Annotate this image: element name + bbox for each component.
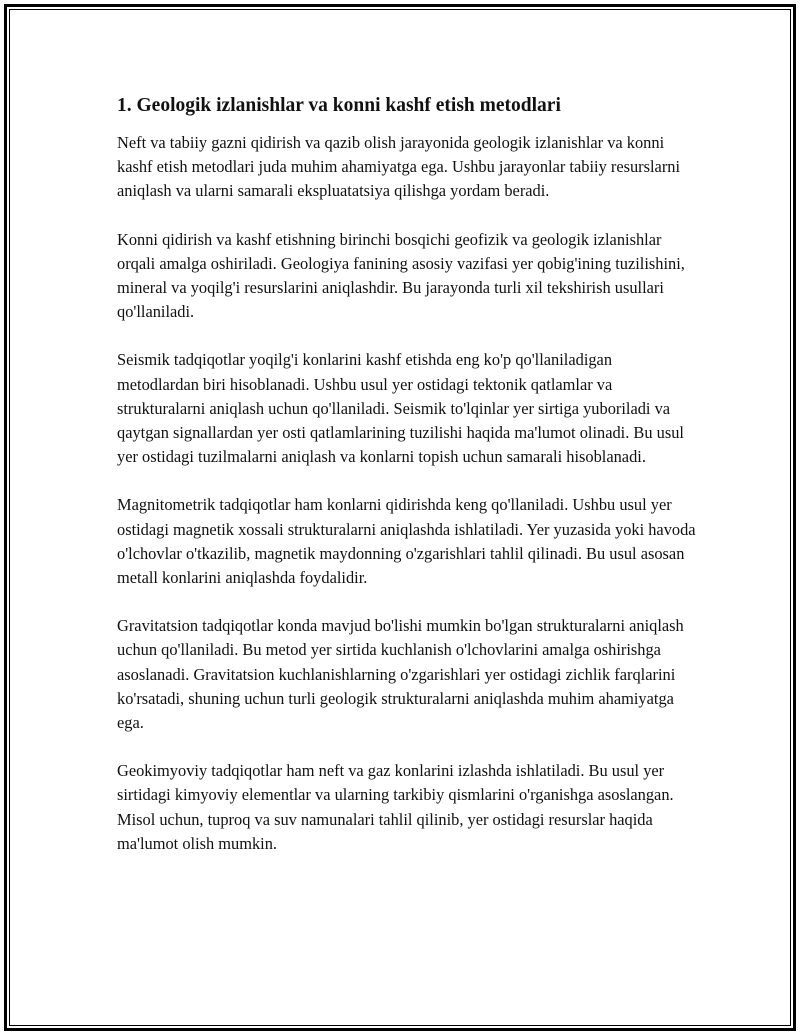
paragraph-geochemical: Geokimyoviy tadqiqotlar ham neft va gaz konlarini izlashda ishlatiladi. Bu usul yer sirtidagi kimyoviy elementlar va ularning tarkibiy qismlarini o'rganishga asoslangan. Misol uchun, tuproq va suv namunalari tahlil qilinib, yer ostidagi resurslar haqida ma'lumot olish mumkin. [117, 761, 674, 853]
document-title: 1. Geologik izlanishlar va konni kashf etish metodlari [117, 95, 561, 116]
paragraph-gravitational: Gravitatsion tadqiqotlar konda mavjud bo'lishi mumkin bo'lgan strukturalarni aniqlash uchun qo'llaniladi. Bu metod yer sirtida kuchlanish o'lchovlarini amalga oshirishga asoslanadi. Gravitatsion kuchlanishlarning o'zgarishlari yer ostidagi zichlik farqlarini ko'rsatadi, shuning uchun turli geologik strukturalarni aniqlashda muhim ahamiyatga ega. [117, 616, 684, 733]
paragraph-first-stage: Konni qidirish va kashf etishning birinchi bosqichi geofizik va geologik izlanishlar orqali amalga oshiriladi. Geologiya fanining asosiy vazifasi yer qobig'ining tuzilishini, mineral va yoqilg'i resurslarini aniqlashdir. Bu jarayonda turli xil tekshirish usullari qo'llaniladi. [117, 229, 685, 322]
paragraph-seismic: Seismik tadqiqotlar yoqilg'i konlarini kashf etishda eng ko'p qo'llaniladigan metodlardan biri hisoblanadi. Ushbu usul yer ostidagi tektonik qatlamlar va strukturalarni aniqlash uchun qo'llaniladi. Seismik to'lqinlar yer sirtiga yuboriladi va qaytgan signallardan yer osti qatlamlarining tuzilishi haqida ma'lumot olinadi. Bu usul yer ostidagi tuzilmalarni aniqlash va konlarni topish uchun samarali hisoblanadi. [117, 350, 684, 467]
paragraph-magnetometric: Magnitometrik tadqiqotlar ham konlarni qidirishda keng qo'llaniladi. Ushbu usul yer ostidagi magnetik xossali strukturalarni aniqlashda ishlatiladi. Yer yuzasida yoki havoda o'lchovlar o'tkazilib, magnetik maydonning o'zgarishlari tahlil qilinadi. Bu usul asosan metall konlarini aniqlashda foydalidir. [117, 495, 696, 588]
document-body [117, 93, 697, 880]
paragraph-intro: Neft va tabiiy gazni qidirish va qazib olish jarayonida geologik izlanishlar va konni kashf etish metodlari juda muhim ahamiyatga ega. Ushbu jarayonlar tabiiy resurslarni aniqlash va ularni samarali ekspluatatsiya qilishga yordam beradi. [117, 133, 681, 201]
